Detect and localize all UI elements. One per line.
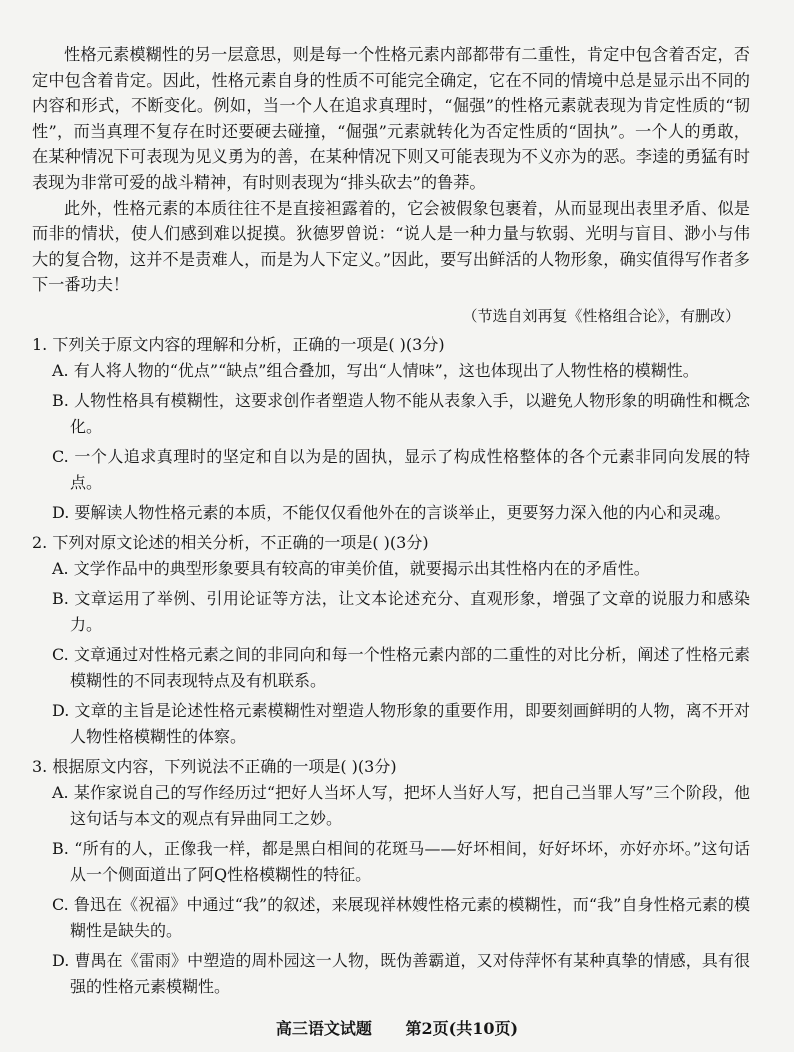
- question-3: [32, 754, 750, 1000]
- option-d: D. 要解读人物性格元素的本质，不能仅仅看他外在的言谈举止，更要努力深入他的内心和灵魂。: [52, 502, 731, 522]
- option-c: C. 文章通过对性格元素之间的非同向和每一个性格元素内部的二重性的对比分析，阐述了性格元素模糊性的不同表现特点及有机联系。: [52, 644, 750, 690]
- footer-subject: 高三语文试题: [275, 1019, 372, 1038]
- question-stem: 1. 下列关于原文内容的理解和分析，正确的一项是( )(3分): [32, 334, 445, 354]
- question-stem: 3. 根据原文内容，下列说法不正确的一项是( )(3分): [32, 756, 397, 776]
- option-c: C. 鲁迅在《祝福》中通过“我”的叙述，来展现祥林嫂性格元素的模糊性，而“我”自身性格元素的模糊性是缺失的。: [52, 894, 750, 940]
- option-a: A. 有人将人物的“优点”“缺点”组合叠加，写出“人情味”，这也体现出了人物性格的模糊性。: [52, 360, 699, 380]
- option-b: B. 文章运用了举例、引用论证等方法，让文本论述充分、直观形象，增强了文章的说服力和感染力。: [52, 588, 750, 634]
- option-d: D. 曹禺在《雷雨》中塑造的周朴园这一人物，既伪善霸道，又对侍萍怀有某种真挚的情感，具有很强的性格元素模糊性。: [52, 950, 750, 996]
- source-citation: （节选自刘再复《性格组合论》，有删改）: [462, 306, 740, 325]
- question-2: [32, 530, 750, 750]
- passage-paragraph-1: 性格元素模糊性的另一层意思，则是每一个性格元素内部都带有二重性，肯定中包含着否定，否定中包含着肯定。因此，性格元素自身的性质不可能完全确定，它在不同的情境中总是显示出不同的内容和形式，不断变化。例如，当一个人在追求真理时，“倔强”的性格元素就表现为肯定性质的“韧性”，而当真理不复存在时还要硬去碰撞，“倔强”元素就转化为否定性质的“固执”。一个人的勇敢，在某种情况下可表现为见义勇为的善，在某种情况下则又可能表现为不义亦为的恶。李逵的勇猛有时表现为非常可爱的战斗精神，有时则表现为“排头砍去”的鲁莽。: [32, 45, 750, 192]
- passage-paragraph-2: 此外，性格元素的本质往往不是直接袒露着的，它会被假象包裹着，从而显现出表里矛盾、似是而非的情状，使人们感到难以捉摸。狄德罗曾说：“说人是一种力量与软弱、光明与盲目、渺小与伟大的复合物，这并不是责难人，而是为人下定义。”因此，要写出鲜活的人物形象，确实值得写作者多下一番功夫！: [32, 198, 750, 295]
- option-b: B. 人物性格具有模糊性，这要求创作者塑造人物不能从表象入手，以避免人物形象的明确性和概念化。: [52, 390, 750, 436]
- question-stem: 2. 下列对原文论述的相关分析，不正确的一项是( )(3分): [32, 532, 429, 552]
- option-b: B. “所有的人，正像我一样，都是黑白相间的花斑马——好坏相间，好好坏坏，亦好亦坏。”这句话从一个侧面道出了阿Q性格模糊性的特征。: [52, 838, 750, 884]
- question-1: [32, 332, 750, 526]
- option-d: D. 文章的主旨是论述性格元素模糊性对塑造人物形象的重要作用，即要刻画鲜明的人物，离不开对人物性格模糊性的体察。: [52, 700, 750, 746]
- option-c: C. 一个人追求真理时的坚定和自以为是的固执，显示了构成性格整体的各个元素非同向发展的特点。: [52, 446, 750, 492]
- option-a: A. 文学作品中的典型形象要具有较高的审美价值，就要揭示出其性格内在的矛盾性。: [52, 558, 650, 578]
- footer-page-number: 第2页(共10页): [405, 1019, 519, 1038]
- page-footer: [0, 1016, 794, 1039]
- option-a: A. 某作家说自己的写作经历过“把好人当坏人写，把坏人当好人写，把自己当罪人写”三个阶段，他这句话与本文的观点有异曲同工之妙。: [52, 782, 750, 828]
